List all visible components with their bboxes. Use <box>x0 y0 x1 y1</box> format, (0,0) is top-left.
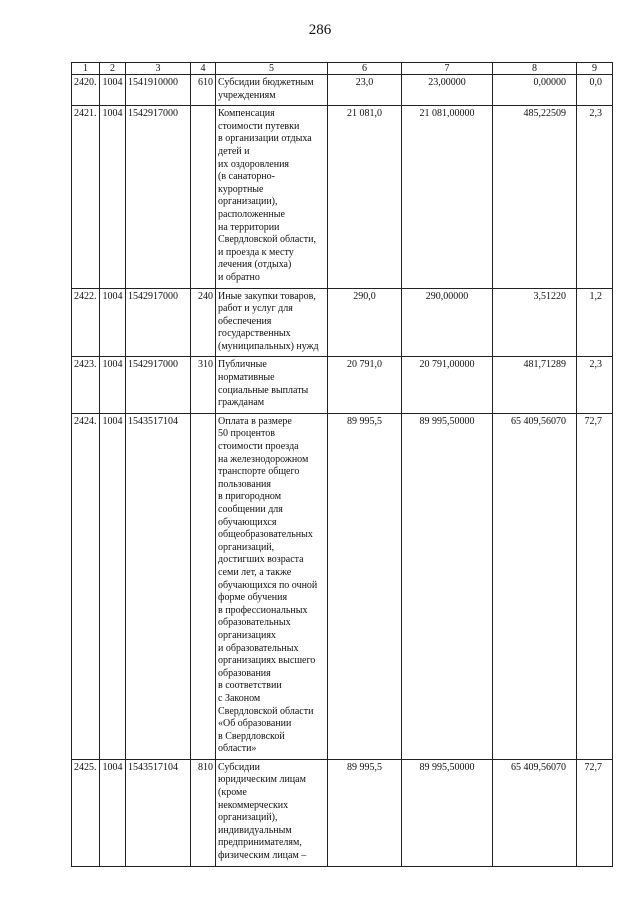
row-number: 2422. <box>72 288 100 357</box>
approved-amount: 89 995,50000 <box>402 759 493 866</box>
planned-amount: 89 995,5 <box>328 413 402 759</box>
executed-amount: 481,71289 <box>493 357 577 413</box>
item-name: Иные закупки товаров, работ и услуг для обеспечения государственных (муниципальных) нужд <box>216 288 328 357</box>
column-header: 4 <box>191 63 216 75</box>
column-header: 3 <box>126 63 191 75</box>
section-code: 1004 <box>100 75 126 106</box>
column-header: 9 <box>577 63 613 75</box>
row-number: 2423. <box>72 357 100 413</box>
table-header-row <box>72 63 613 75</box>
executed-amount: 3,51220 <box>493 288 577 357</box>
item-name: Субсидии юридическим лицам (кроме некоммерческих организаций), индивидуальным предпринимателям, физическим лицам – <box>216 759 328 866</box>
planned-amount: 20 791,0 <box>328 357 402 413</box>
column-header: 5 <box>216 63 328 75</box>
table-row <box>72 759 613 866</box>
expense-type <box>191 413 216 759</box>
budget-table <box>71 62 613 867</box>
item-name: Субсидии бюджетным учреждениям <box>216 75 328 106</box>
execution-percent: 2,3 <box>577 357 613 413</box>
execution-percent: 2,3 <box>577 106 613 288</box>
execution-percent: 1,2 <box>577 288 613 357</box>
execution-percent: 0,0 <box>577 75 613 106</box>
section-code: 1004 <box>100 413 126 759</box>
target-code: 1542917000 <box>126 288 191 357</box>
item-name: Оплата в размере 50 процентов стоимости проезда на железнодорожном транспорте общего пользования в пригородном сообщении для обучающихся общеобразовательных организаций, достигших возраста семи лет, а также обучающихся по очной форме обучения в профессиональных образовательных организациях и образовательных организациях высшего образования в соответствии с Законом Свердловской области «Об образовании в Свердловской области» <box>216 413 328 759</box>
column-header: 6 <box>328 63 402 75</box>
planned-amount: 290,0 <box>328 288 402 357</box>
executed-amount: 0,00000 <box>493 75 577 106</box>
page-number: 286 <box>308 22 332 38</box>
expense-type: 810 <box>191 759 216 866</box>
planned-amount: 89 995,5 <box>328 759 402 866</box>
planned-amount: 21 081,0 <box>328 106 402 288</box>
expense-type: 240 <box>191 288 216 357</box>
planned-amount: 23,0 <box>328 75 402 106</box>
section-code: 1004 <box>100 759 126 866</box>
target-code: 1543517104 <box>126 759 191 866</box>
expense-type <box>191 106 216 288</box>
row-number: 2420. <box>72 75 100 106</box>
target-code: 1542917000 <box>126 106 191 288</box>
expense-type: 610 <box>191 75 216 106</box>
execution-percent: 72,7 <box>577 413 613 759</box>
section-code: 1004 <box>100 288 126 357</box>
table-row <box>72 288 613 357</box>
target-code: 1541910000 <box>126 75 191 106</box>
section-code: 1004 <box>100 106 126 288</box>
expense-type: 310 <box>191 357 216 413</box>
column-header: 8 <box>493 63 577 75</box>
item-name: Компенсация стоимости путевки в организации отдыха детей и их оздоровления (в санаторно- курортные организации), расположенные на территории Свердловской области, и проезда к месту лечения (отдыха) и обратно <box>216 106 328 288</box>
executed-amount: 485,22509 <box>493 106 577 288</box>
executed-amount: 65 409,56070 <box>493 759 577 866</box>
table-row <box>72 357 613 413</box>
target-code: 1542917000 <box>126 357 191 413</box>
approved-amount: 21 081,00000 <box>402 106 493 288</box>
approved-amount: 23,00000 <box>402 75 493 106</box>
row-number: 2421. <box>72 106 100 288</box>
section-code: 1004 <box>100 357 126 413</box>
row-number: 2424. <box>72 413 100 759</box>
column-header: 7 <box>402 63 493 75</box>
execution-percent: 72,7 <box>577 759 613 866</box>
approved-amount: 20 791,00000 <box>402 357 493 413</box>
table-row <box>72 413 613 759</box>
row-number: 2425. <box>72 759 100 866</box>
table-row <box>72 75 613 106</box>
approved-amount: 290,00000 <box>402 288 493 357</box>
column-header: 1 <box>72 63 100 75</box>
executed-amount: 65 409,56070 <box>493 413 577 759</box>
table-row <box>72 106 613 288</box>
target-code: 1543517104 <box>126 413 191 759</box>
approved-amount: 89 995,50000 <box>402 413 493 759</box>
column-header: 2 <box>100 63 126 75</box>
item-name: Публичные нормативные социальные выплаты гражданам <box>216 357 328 413</box>
